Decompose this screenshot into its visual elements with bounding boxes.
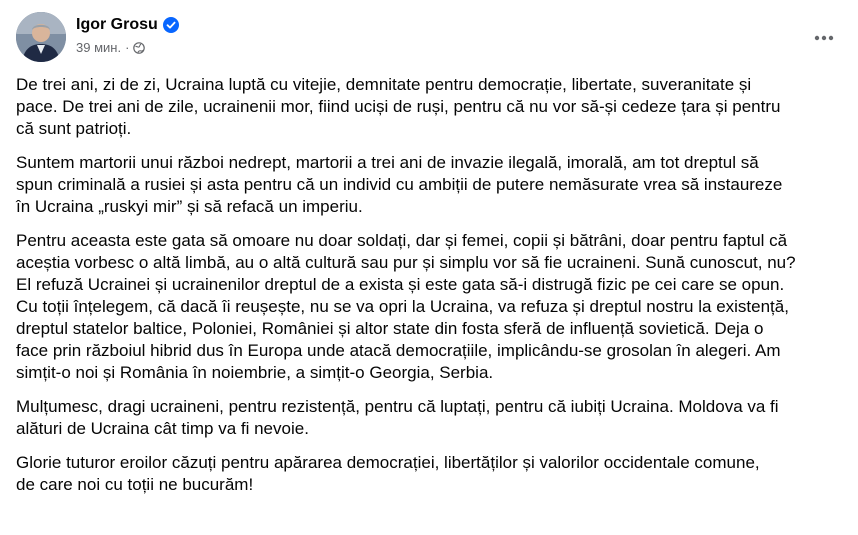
author-name[interactable]: Igor Grosu [76,16,158,33]
more-options-button[interactable] [806,20,842,56]
more-options-icon [814,35,834,41]
meta-separator: · [125,40,130,55]
post-paragraph: Mulțumesc, dragi ucraineni, pentru rezistență, pentru că luptați, pentru că iubiți Ucraina. Moldova va fi alături de Ucraina cât timp va fi nevoie. [16,397,779,438]
post-meta [76,40,145,55]
verified-badge-icon [163,17,179,33]
avatar[interactable] [16,12,66,62]
author-row [76,14,179,36]
post-paragraph: Suntem martorii unui război nedrept, martorii a trei ani de invazie ilegală, imorală, am tot dreptul să spun criminală a rusiei și asta pentru că un individ cu ambiții de putere nemăsurate vrea să instaureze în Ucraina „ruskyi mir” și să refacă un imperiu. [16,153,783,216]
globe-icon[interactable] [133,42,145,54]
post-time[interactable]: 39 мин. [76,40,122,55]
post-paragraph: De trei ani, zi de zi, Ucraina luptă cu vitejie, demnitate pentru democrație, libertate, suveranitate și pace. De trei ani de zile, ucrainenii mor, fiind uciși de ruși, pentru că nu vor să-și cedeze țara și pentru că sunt patrioți. [16,75,781,138]
post-paragraph: Pentru aceasta este gata să omoare nu doar soldați, dar și femei, copii și bătrâni, doar pentru faptul că aceștia vorbesc o altă limbă, au o altă cultură sau pur și simplu vor să fie ucraineni. Sună cunoscut, nu? El refuză Ucrainei și ucrainenilor dreptul de a exista și este gata să-i distrugă fizic pe cei care se opun. Cu toții înțelegem, că dacă îi reușește, nu se va opri la Ucraina, va refuza și dreptul nostru la existență, dreptul statelor baltice, Poloniei, României și altor state din fosta sferă de influență sovietică. Deja o face prin războiul hibrid dus în Europa unde atacă democrațiile, implicându-se grosolan în alegeri. Am simțit-o noi și România în noiembrie, a simțit-o Georgia, Serbia. [16,231,796,382]
avatar-image [16,12,66,62]
post-body [16,74,842,508]
post-paragraph: Glorie tuturor eroilor căzuți pentru apărarea democrației, libertăților și valorilor occidentale comune, de care noi cu toții ne bucurăm! [16,453,760,494]
post-header [16,12,842,64]
